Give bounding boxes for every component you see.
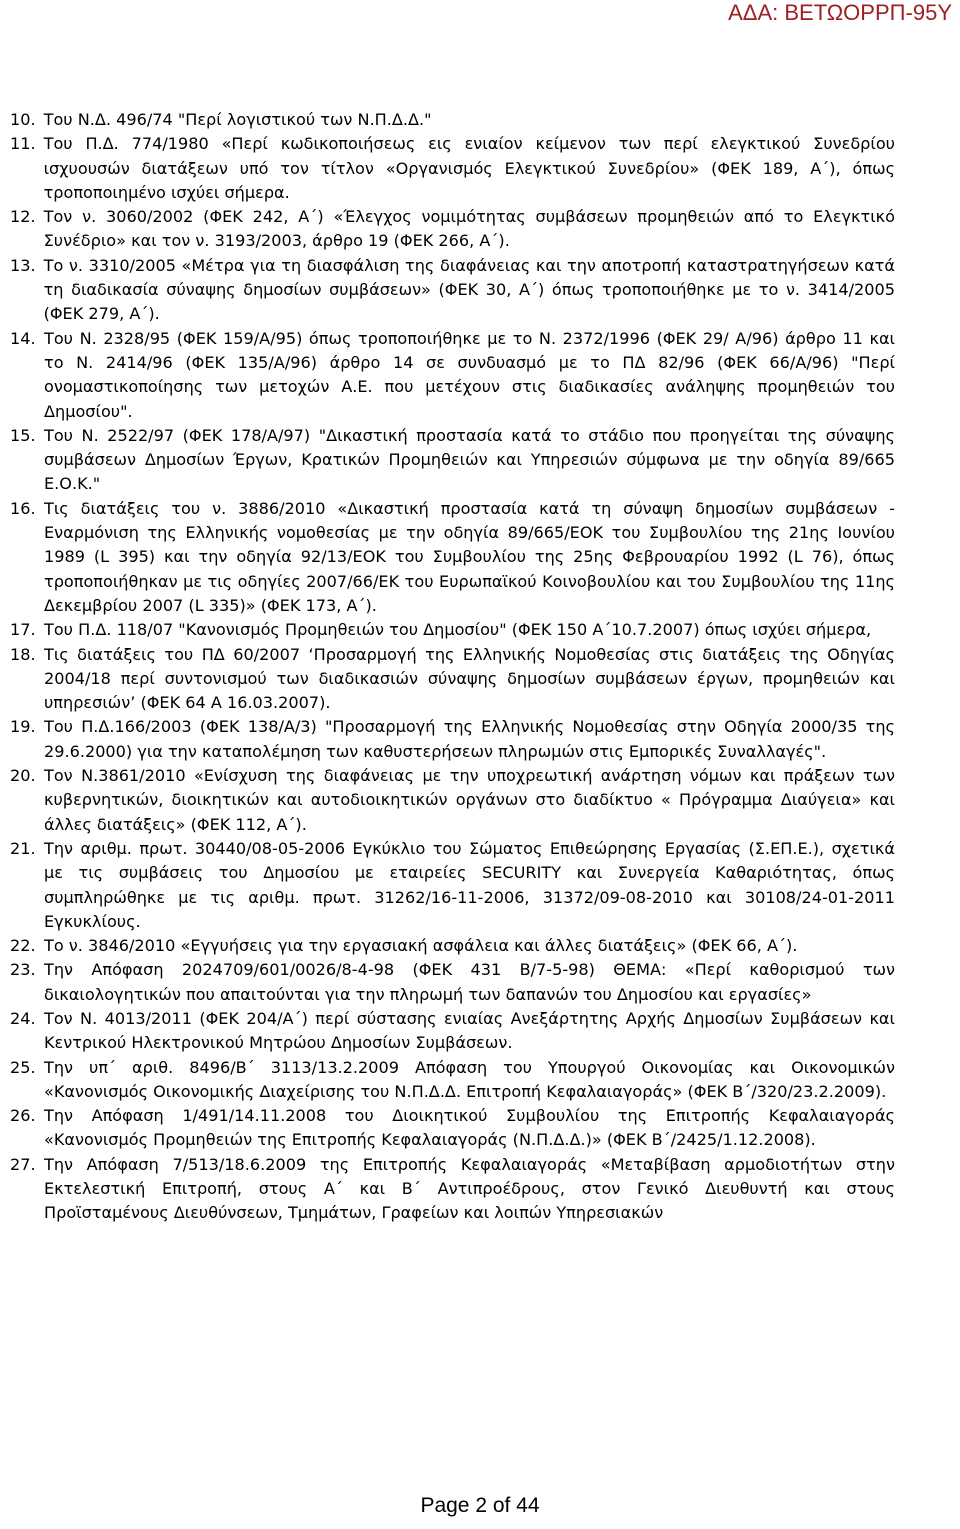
item-number: 23.	[10, 960, 36, 980]
item-text: Την αριθμ. πρωτ. 30440/08-05-2006 Εγκύκλιο του Σώματος Επιθεώρησης Εργασίας (Σ.ΕΠ.Ε.), σχετικά με τις συμβάσεις του Δημοσίου με εταιρείες SECURITY και Συνεργεία Καθαριότητας, όπως συμπληρώθηκε με τις αριθμ. πρωτ. 31262/16-11-2006, 31372/09-08-2010 και 30108/24-01-2011 Εγκυκλίους.	[44, 838, 895, 931]
item-number: 26.	[10, 1106, 36, 1126]
list-item	[10, 715, 895, 764]
item-text: Το ν. 3310/2005 «Μέτρα για τη διασφάλιση της διαφάνειας και την αποτροπή καταστρατηγήσεων κατά τη διαδικασία σύναψης δημοσίων συμβάσεων» (ΦΕΚ 30, Α΄) όπως τροποποιήθηκε με το ν. 3414/2005 (ΦΕΚ 279, Α΄).	[43, 255, 895, 324]
list-item	[10, 132, 895, 205]
item-number: 25.	[10, 1057, 36, 1077]
item-number: 11.	[10, 134, 36, 154]
list-item	[10, 1007, 895, 1056]
item-number: 21.	[10, 838, 36, 858]
list-item	[10, 934, 895, 958]
item-number: 27.	[10, 1154, 36, 1174]
document-body	[10, 108, 895, 1226]
item-number: 17.	[10, 620, 36, 640]
item-text: Τον ν. 3060/2002 (ΦΕΚ 242, Α΄) «Έλεγχος νομιμότητας συμβάσεων προμηθειών από το Ελεγκτικό Συνέδριο» και τον ν. 3193/2003, άρθρο 19 (ΦΕΚ 266, Α΄).	[43, 207, 895, 251]
item-text: Την Απόφαση 1/491/14.11.2008 του Διοικητικού Συμβουλίου της Επιτροπής Κεφαλαιαγοράς «Κανονισμός Προμηθειών της Επιτροπής Κεφαλαιαγοράς (Ν.Π.Δ.Δ.)» (ΦΕΚ Β΄/2425/1.12.2008).	[44, 1106, 895, 1150]
item-number: 16.	[10, 498, 36, 518]
item-number: 10.	[10, 110, 36, 129]
list-item	[10, 254, 895, 327]
item-text: Το ν. 3846/2010 «Εγγυήσεις για την εργασιακή ασφάλεια και άλλες διατάξεις» (ΦΕΚ 66, Α΄).	[44, 936, 798, 956]
item-number: 14.	[10, 328, 36, 348]
list-item	[10, 205, 895, 254]
list-item	[10, 837, 895, 934]
list-item	[10, 497, 895, 618]
item-text: Του Π.Δ. 118/07 "Κανονισμός Προμηθειών του Δημοσίου" (ΦΕΚ 150 Α΄10.7.2007) όπως ισχύει σήμερα,	[44, 620, 872, 640]
list-item	[10, 958, 895, 1007]
item-number: 18.	[10, 644, 36, 664]
item-text: Την υπ΄ αριθ. 8496/Β΄ 3113/13.2.2009 Απόφαση του Υπουργού Οικονομίας και Οικονομικών «Κανονισμός Οικονομικής Διαχείρισης του Ν.Π.Δ.Δ. Επιτροπή Κεφαλαιαγοράς» (ΦΕΚ Β΄/320/23.2.2009).	[44, 1057, 895, 1101]
item-text: Τις διατάξεις του ΠΔ 60/2007 ‘Προσαρμογή της Ελληνικής Νομοθεσίας στις διατάξεις της Οδηγίας 2004/18 περί συντονισμού των διαδικασιών σύναψης δημοσίων συμβάσεων έργων, προμηθειών και υπηρεσιών’ (ΦΕΚ 64 Α 16.03.2007).	[44, 644, 895, 713]
item-number: 20.	[10, 766, 36, 786]
item-text: Του Ν. 2522/97 (ΦΕΚ 178/Α/97) "Δικαστική προστασία κατά το στάδιο που προηγείται της σύναψης συμβάσεων Δημοσίων Έργων, Κρατικών Προμηθειών και Υπηρεσιών σύμφωνα με την οδηγία 89/665 Ε.Ο.Κ."	[44, 425, 895, 494]
item-number: 22.	[10, 936, 36, 956]
ada-code: ΑΔΑ: ΒΕΤΩΟΡΡΠ-95Υ	[728, 0, 952, 25]
item-text: Του Ν.Δ. 496/74 "Περί λογιστικού των Ν.Π.Δ.Δ."	[43, 110, 432, 129]
item-text: Την Απόφαση 7/513/18.6.2009 της Επιτροπής Κεφαλαιαγοράς «Μεταβίβαση αρμοδιοτήτων στην Εκτελεστική Επιτροπή, στους Α΄ και Β΄ Αντιπροέδρους, στον Γενικό Διευθυντή και στους Προϊσταμένους Διευθύνσεων, Τμημάτων, Γραφείων και λοιπών Υπηρεσιακών	[44, 1154, 895, 1223]
item-text: Του Π.Δ.166/2003 (ΦΕΚ 138/Α/3) "Προσαρμογή της Ελληνικής Νομοθεσίας στην Οδηγία 2000/35 της 29.6.2000) για την καταπολέμηση των καθυστερήσεων πληρωμών στις Εμπορικές Συναλλαγές".	[44, 717, 895, 761]
item-text: Τις διατάξεις του ν. 3886/2010 «Δικαστική προστασία κατά τη σύναψη δημοσίων συμβάσεων - Εναρμόνιση της Ελληνικής νομοθεσίας με την οδηγία 89/665/ΕΟΚ του Συμβουλίου της 21ης Ιουνίου 1989 (L 395) και την οδηγία 92/13/ΕΟΚ του Συμβουλίου της 25ης Φεβρουαρίου 1992 (L 76), όπως τροποποιήθηκαν με τις οδηγίες 2007/66/ΕΚ του Ευρωπαϊκού Κοινοβουλίου και του Συμβουλίου της 11ης Δεκεμβρίου 2007 (L 335)» (ΦΕΚ 173, Α΄).	[44, 498, 895, 615]
list-item	[10, 1056, 895, 1105]
item-number: 19.	[10, 717, 36, 737]
item-number: 13.	[10, 255, 36, 275]
page-number: Page 2 of 44	[420, 1494, 540, 1517]
item-number: 24.	[10, 1008, 36, 1028]
item-text: Τον Ν.3861/2010 «Ενίσχυση της διαφάνειας με την υποχρεωτική ανάρτηση νόμων και πράξεων των κυβερνητικών, διοικητικών και αυτοδιοικητικών οργάνων στο διαδίκτυο « Πρόγραμμα Διαύγεια» και άλλες διατάξεις» (ΦΕΚ 112, Α΄).	[44, 766, 895, 834]
item-number: 15.	[10, 425, 36, 445]
list-item	[10, 1104, 895, 1153]
list-item	[10, 764, 895, 837]
item-text: Του Π.Δ. 774/1980 «Περί κωδικοποιήσεως εις ενιαίον κείμενον των περί ελεγκτικού Συνεδρίου ισχυουσών διατάξεων υπό τον τίτλον «Οργανισμός Ελεγκτικού Συνεδρίου» (ΦΕΚ 189, Α΄), όπως τροποποιημένο ισχύει σήμερα.	[43, 134, 895, 202]
item-text: Την Απόφαση 2024709/601/0026/8-4-98 (ΦΕΚ 431 Β/7-5-98) ΘΕΜΑ: «Περί καθορισμού των δικαιολογητικών που απαιτούνται για την πληρωμή των δαπανών του Δημοσίου και εργασίες»	[44, 960, 895, 1004]
list-item	[10, 643, 895, 716]
list-item	[10, 618, 895, 642]
item-number: 12.	[10, 207, 36, 227]
item-text: Του Ν. 2328/95 (ΦΕΚ 159/Α/95) όπως τροποποιήθηκε με το Ν. 2372/1996 (ΦΕΚ 29/ Α/96) άρθρο 11 και το Ν. 2414/96 (ΦΕΚ 135/Α/96) άρθρο 14 σε συνδυασμό με το ΠΔ 82/96 (ΦΕΚ 66/Α/96) "Περί ονομαστικοποίησης των μετοχών Α.Ε. που μετέχουν στις διαδικασίες ανάληψης προμηθειών του Δημοσίου".	[44, 328, 895, 421]
item-text: Τον Ν. 4013/2011 (ΦΕΚ 204/Α΄) περί σύστασης ενιαίας Ανεξάρτητης Αρχής Δημοσίων Συμβάσεων και Κεντρικού Ηλεκτρονικού Μητρώου Δημοσίων Συμβάσεων.	[44, 1008, 895, 1053]
list-item	[10, 108, 895, 132]
list-item	[10, 424, 895, 497]
list-item	[10, 327, 895, 424]
list-item	[10, 1153, 895, 1226]
